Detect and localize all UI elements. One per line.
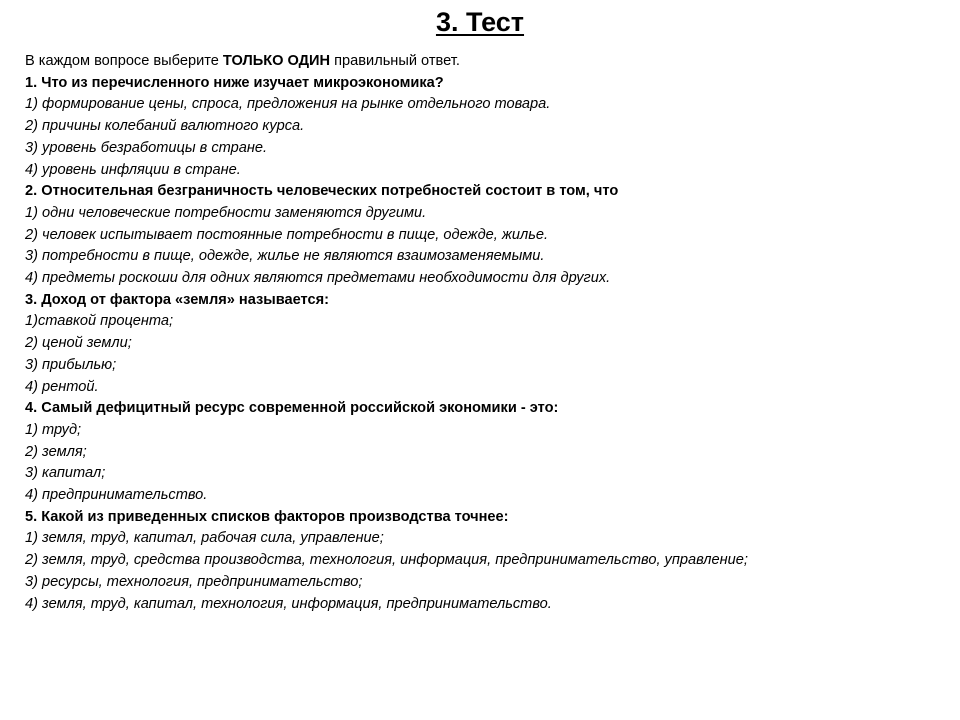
instruction-before: В каждом вопросе выберите: [25, 53, 223, 69]
page-title: 3. Тест: [435, 7, 525, 37]
question-5-option-4: 4) земля, труд, капитал, технология, информация, предпринимательство.: [25, 595, 552, 612]
question-5: 5. Какой из приведенных списков факторов производства точнее:: [25, 508, 509, 525]
question-1: 1. Что из перечисленного ниже изучает микроэкономика?: [25, 74, 444, 91]
question-5-option-3: 3) ресурсы, технология, предпринимательство;: [25, 573, 363, 590]
question-2: 2. Относительная безграничность человеческих потребностей состоит в том, что: [25, 183, 619, 200]
question-1-option-3: 3) уровень безработицы в стране.: [25, 139, 268, 156]
test-content: [25, 51, 935, 615]
question-3-option-4: 4) рентой.: [25, 378, 99, 395]
question-4-option-4: 4) предпринимательство.: [25, 487, 208, 504]
question-4-option-2: 2) земля;: [25, 443, 87, 460]
question-3-option-2: 2) ценой земли;: [25, 335, 132, 352]
instruction: [25, 51, 935, 73]
instruction-after: правильный ответ.: [330, 53, 460, 69]
question-3-option-3: 3) прибылью;: [25, 356, 117, 373]
question-1-option-4: 4) уровень инфляции в стране.: [25, 161, 241, 178]
question-3: 3. Доход от фактора «земля» называется:: [25, 291, 329, 308]
question-2-option-3: 3) потребности в пище, одежде, жилье не являются взаимозаменяемыми.: [25, 248, 545, 265]
question-5-option-1: 1) земля, труд, капитал, рабочая сила, управление;: [25, 530, 384, 547]
question-5-option-2: 2) земля, труд, средства производства, технология, информация, предпринимательство, управление;: [25, 552, 748, 569]
question-2-option-2: 2) человек испытывает постоянные потребности в пище, одежде, жилье.: [25, 226, 549, 243]
question-4: 4. Самый дефицитный ресурс современной российской экономики - это:: [25, 400, 559, 417]
instruction-emphasis: ТОЛЬКО ОДИН: [222, 53, 331, 69]
question-3-option-1: 1)ставкой процента;: [25, 313, 174, 330]
question-4-option-3: 3) капитал;: [25, 465, 106, 482]
question-4-option-1: 1) труд;: [25, 421, 82, 438]
question-2-option-4: 4) предметы роскоши для одних являются предметами необходимости для других.: [25, 270, 611, 287]
question-2-option-1: 1) одни человеческие потребности заменяются другими.: [25, 204, 427, 221]
question-1-option-2: 2) причины колебаний валютного курса.: [25, 118, 305, 135]
question-1-option-1: 1) формирование цены, спроса, предложения на рынке отдельного товара.: [25, 96, 551, 113]
